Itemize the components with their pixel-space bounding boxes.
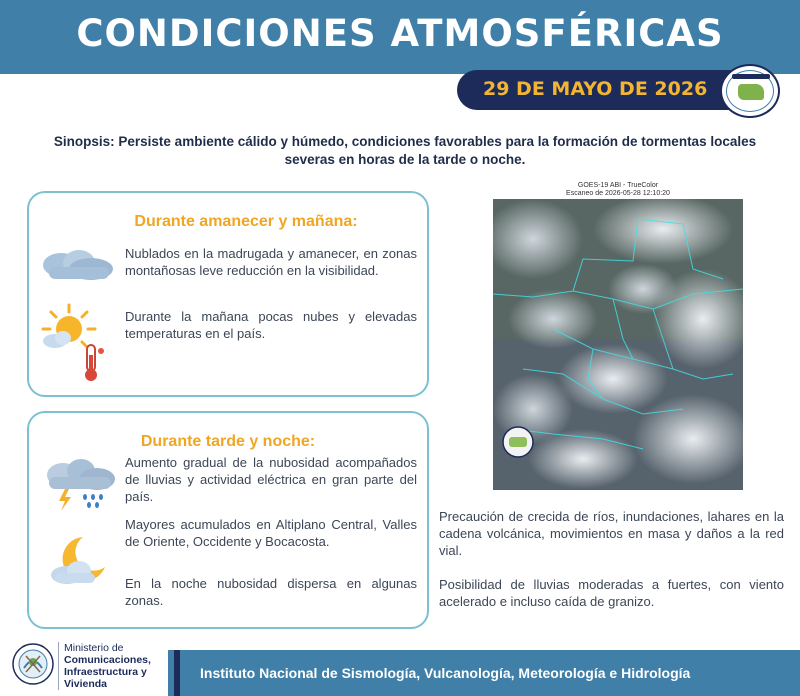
morning-card — [27, 191, 429, 397]
date-text: 29 DE MAYO DE 2026 — [483, 78, 708, 100]
ministry-line-2: Comunicaciones, — [64, 654, 151, 666]
right-paragraph-2: Posibilidad de lluvias moderadas a fuertes, con viento acelerado e incluso caída de granizo. — [439, 577, 784, 609]
footer-bar — [168, 650, 800, 696]
right-paragraph-1: Precaución de crecida de ríos, inundaciones, lahares en la cadena volcánica, movimientos en masa y daños a la red vial. — [439, 509, 784, 558]
evening-paragraph-2: Mayores acumulados en Altiplano Central, Valles de Oriente, Occidente y Bocacosta. — [125, 517, 417, 549]
insivumeh-seal-logo — [720, 64, 780, 118]
institute-name: Instituto Nacional de Sismología, Vulcanología, Meteorología e Hidrología — [200, 665, 691, 681]
satellite-image-panel — [491, 182, 745, 492]
evening-card — [27, 411, 429, 629]
morning-paragraph-1: Nublados en la madrugada y amanecer, en zonas montañosas leve reducción en la visibilidad. — [125, 246, 417, 278]
satellite-image — [493, 199, 743, 490]
evening-paragraph-3: En la noche nubosidad dispersa en algunas zonas. — [125, 576, 417, 608]
moon-cloud-icon — [47, 533, 111, 589]
morning-title: Durante amanecer y mañana: — [134, 213, 358, 230]
ministry-label — [64, 642, 151, 690]
satellite-caption-1: GOES-19 ABI - TrueColor — [577, 182, 659, 189]
ministry-line-1: Ministerio de — [64, 642, 124, 654]
thermometer-icon — [79, 343, 105, 383]
guatemala-coat-of-arms-logo — [10, 640, 56, 690]
ministry-line-3: Infraestructura y — [64, 666, 147, 678]
evening-title: Durante tarde y noche: — [140, 433, 316, 450]
evening-paragraph-1: Aumento gradual de la nubosidad acompañados de lluvias y actividad eléctrica en gran parte del país. — [125, 455, 417, 504]
header-banner — [0, 0, 800, 74]
date-badge — [457, 70, 747, 110]
footer-accent — [174, 650, 180, 696]
storm-cloud-icon — [39, 455, 119, 515]
synopsis-text: Sinopsis: Persiste ambiente cálido y húmedo, condiciones favorables para la formación de tormentas locales severas en horas de la tarde o noche. — [53, 134, 757, 167]
ministry-line-4: Vivienda — [64, 678, 107, 690]
morning-paragraph-2: Durante la mañana pocas nubes y elevadas temperaturas en el país. — [125, 309, 417, 341]
satellite-caption-2: Escaneo de 2026-05-28 12:10:20 — [566, 190, 670, 197]
page-title: CONDICIONES ATMOSFÉRICAS — [76, 12, 724, 55]
cloud-icon — [35, 243, 115, 283]
